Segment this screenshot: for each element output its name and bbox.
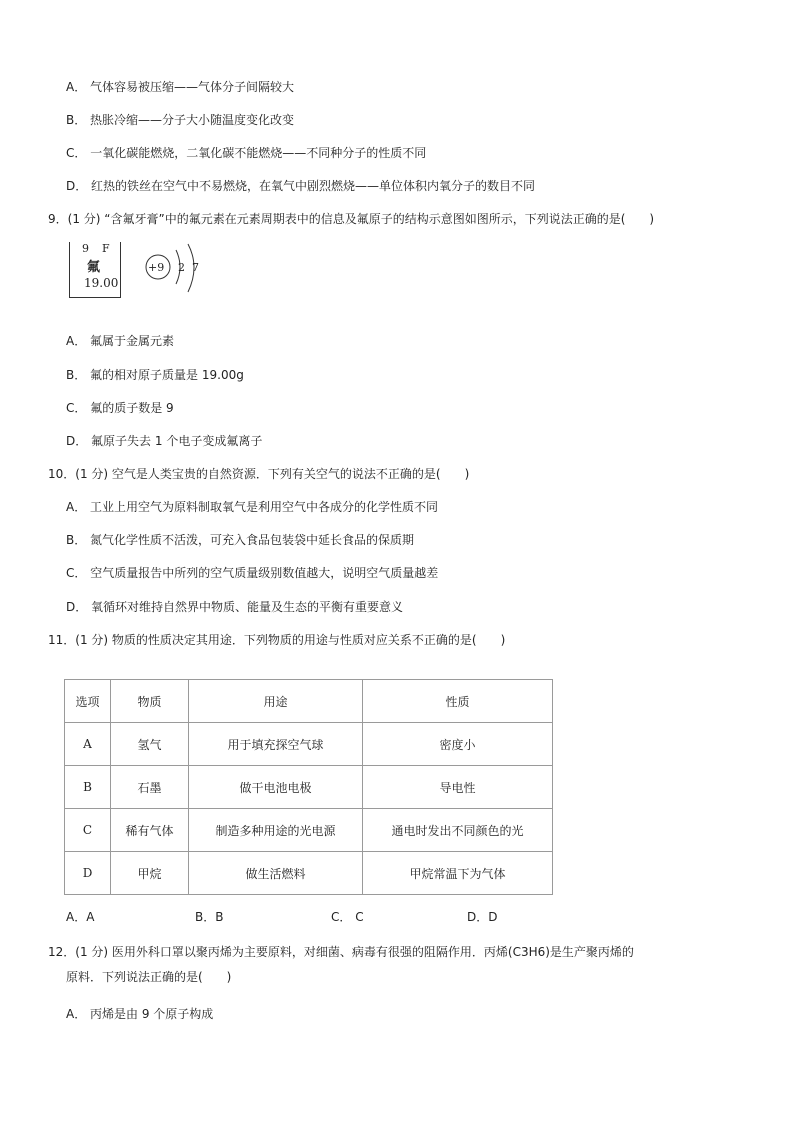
q12-option-a: A． 丙烯是由 9 个原子构成: [66, 1007, 214, 1021]
q11-answer-d: D．D: [467, 910, 498, 924]
q11-answer-a: A．A: [66, 910, 95, 924]
q9-option-b: B． 氟的相对原子质量是 19.00g: [66, 368, 244, 382]
table-cell: 石墨: [111, 766, 189, 809]
q8-option-c: C． 一氧化碳能燃烧，二氧化碳不能燃烧——不同种分子的性质不同: [66, 146, 427, 160]
nucleus-charge: +9: [148, 261, 165, 274]
header-cell: 性质: [363, 680, 553, 723]
table-cell: 制造多种用途的光电源: [189, 809, 363, 852]
table-cell: 做生活燃料: [189, 852, 363, 895]
q11-answer-b: B．B: [195, 910, 224, 924]
element-name: 氟: [87, 260, 101, 275]
shell-2-electrons: 7: [192, 261, 199, 274]
q10-option-a: A． 工业上用空气为原料制取氧气是利用空气中各成分的化学性质不同: [66, 500, 439, 514]
table-cell: 甲烷: [111, 852, 189, 895]
table-cell: 稀有气体: [111, 809, 189, 852]
table-cell: A: [65, 723, 111, 766]
atomic-mass: 19.00: [84, 276, 119, 290]
table-row: [65, 766, 553, 809]
q12-stem-line2: 原料．下列说法正确的是( ): [66, 970, 232, 984]
q12-stem-line1: 12．(1 分) 医用外科口罩以聚丙烯为主要原料，对细菌、病毒有很强的阻隔作用．丙烯(C3H6)是生产聚丙烯的: [48, 945, 634, 959]
table-row: [65, 723, 553, 766]
q10-option-b: B． 氮气化学性质不活泼，可充入食品包装袋中延长食品的保质期: [66, 533, 415, 547]
table-row: [65, 852, 553, 895]
q9-stem: 9．(1 分) “含氟牙膏”中的氟元素在元素周期表中的信息及氟原子的结构示意图如图所示，下列说法正确的是( ): [48, 212, 655, 226]
shell-1-electrons: 2: [178, 261, 185, 274]
table-cell: 导电性: [363, 766, 553, 809]
q8-option-a: A． 气体容易被压缩——气体分子间隔较大: [66, 80, 295, 94]
element-symbol: F: [102, 242, 110, 255]
atomic-number: 9: [82, 242, 89, 255]
q11-stem: 11．(1 分) 物质的性质决定其用途．下列物质的用途与性质对应关系不正确的是( ): [48, 633, 506, 647]
q9-option-a: A． 氟属于金属元素: [66, 334, 175, 348]
header-cell: 选项: [65, 680, 111, 723]
table-cell: 用于填充探空气球: [189, 723, 363, 766]
table-cell: 甲烷常温下为气体: [363, 852, 553, 895]
table-cell: 氢气: [111, 723, 189, 766]
atom-structure-diagram: [140, 242, 210, 300]
q8-option-d: D． 红热的铁丝在空气中不易燃烧，在氧气中剧烈燃烧——单位体积内氧分子的数目不同: [66, 179, 536, 193]
q10-option-c: C． 空气质量报告中所列的空气质量级别数值越大，说明空气质量越差: [66, 566, 439, 580]
table-row: [65, 809, 553, 852]
q10-option-d: D． 氧循环对维持自然界中物质、能量及生态的平衡有重要意义: [66, 600, 404, 614]
table-cell: 做干电池电极: [189, 766, 363, 809]
q11-table: [64, 679, 553, 895]
table-cell: C: [65, 809, 111, 852]
q9-option-d: D． 氟原子失去 1 个电子变成氟离子: [66, 434, 263, 448]
table-header-row: [65, 680, 553, 723]
q10-stem: 10．(1 分) 空气是人类宝贵的自然资源．下列有关空气的说法不正确的是( ): [48, 467, 470, 481]
periodic-table-cell: [69, 242, 121, 298]
header-cell: 物质: [111, 680, 189, 723]
table-cell: 通电时发出不同颜色的光: [363, 809, 553, 852]
table-cell: B: [65, 766, 111, 809]
table-cell: 密度小: [363, 723, 553, 766]
q9-option-c: C． 氟的质子数是 9: [66, 401, 174, 415]
header-cell: 用途: [189, 680, 363, 723]
table-cell: D: [65, 852, 111, 895]
q8-option-b: B． 热胀冷缩——分子大小随温度变化改变: [66, 113, 295, 127]
q11-answer-c: C． C: [331, 910, 364, 924]
